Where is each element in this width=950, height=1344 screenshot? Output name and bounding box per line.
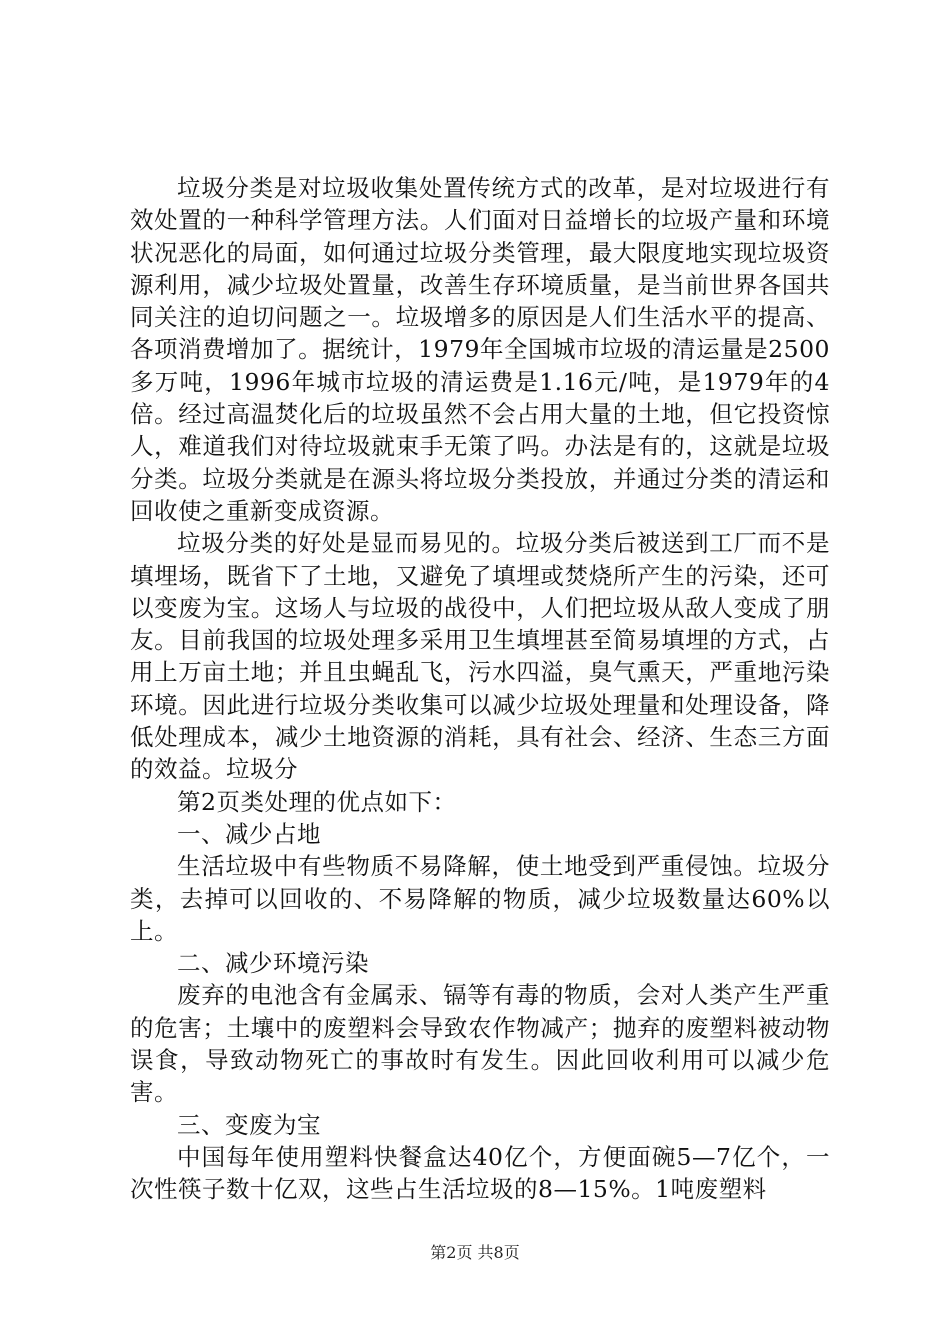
paragraph-waste-to-treasure: 中国每年使用塑料快餐盒达40亿个，方便面碗5—7亿个，一次性筷子数十亿双，这些占生活垃圾的8—15%。1吨废塑料 (130, 1142, 830, 1204)
paragraph-reduce-land: 生活垃圾中有些物质不易降解，使土地受到严重侵蚀。垃圾分类，去掉可以回收的、不易降解的物质，减少垃圾数量达60%以上。 (130, 852, 830, 945)
section-heading-reduce-pollution: 二、减少环境污染 (177, 949, 369, 978)
page-footer: 第2页 共8页 (430, 1243, 520, 1262)
document-body (130, 172, 830, 1206)
paragraph-intro: 垃圾分类是对垃圾收集处置传统方式的改革，是对垃圾进行有效处置的一种科学管理方法。人们面对日益增长的垃圾产量和环境状况恶化的局面，如何通过垃圾分类管理，最大限度地实现垃圾资源利用，减少垃圾处置量，改善生存环境质量，是当前世界各国共同关注的迫切问题之一。垃圾增多的原因是人们生活水平的提高、各项消费增加了。据统计，1979年全国城市垃圾的清运量是2500多万吨，1996年城市垃圾的清运费是1.16元/吨，是1979年的4倍。经过高温焚化后的垃圾虽然不会占用大量的土地，但它投资惊人，难道我们对待垃圾就束手无策了吗。办法是有的，这就是垃圾分类。垃圾分类就是在源头将垃圾分类投放，并通过分类的清运和回收使之重新变成资源。 (130, 174, 830, 525)
paragraph-advantages-lead: 第2页类处理的优点如下： (177, 787, 457, 816)
section-heading-waste-to-treasure: 三、变废为宝 (177, 1110, 321, 1139)
section-heading-reduce-land: 一、减少占地 (177, 819, 321, 848)
paragraph-benefits: 垃圾分类的好处是显而易见的。垃圾分类后被送到工厂而不是填埋场，既省下了土地，又避免了填埋或焚烧所产生的污染，还可以变废为宝。这场人与垃圾的战役中，人们把垃圾从敌人变成了朋友。目前我国的垃圾处理多采用卫生填埋甚至简易填埋的方式，占用上万亩土地；并且虫蝇乱飞，污水四溢，臭气熏天，严重地污染环境。因此进行垃圾分类收集可以减少垃圾处理量和处理设备，降低处理成本，减少土地资源的消耗，具有社会、经济、生态三方面的效益。垃圾分 (130, 529, 830, 784)
paragraph-reduce-pollution: 废弃的电池含有金属汞、镉等有毒的物质，会对人类产生严重的危害；土壤中的废塑料会导致农作物减产；抛弃的废塑料被动物误食，导致动物死亡的事故时有发生。因此回收利用可以减少危害。 (130, 981, 830, 1107)
